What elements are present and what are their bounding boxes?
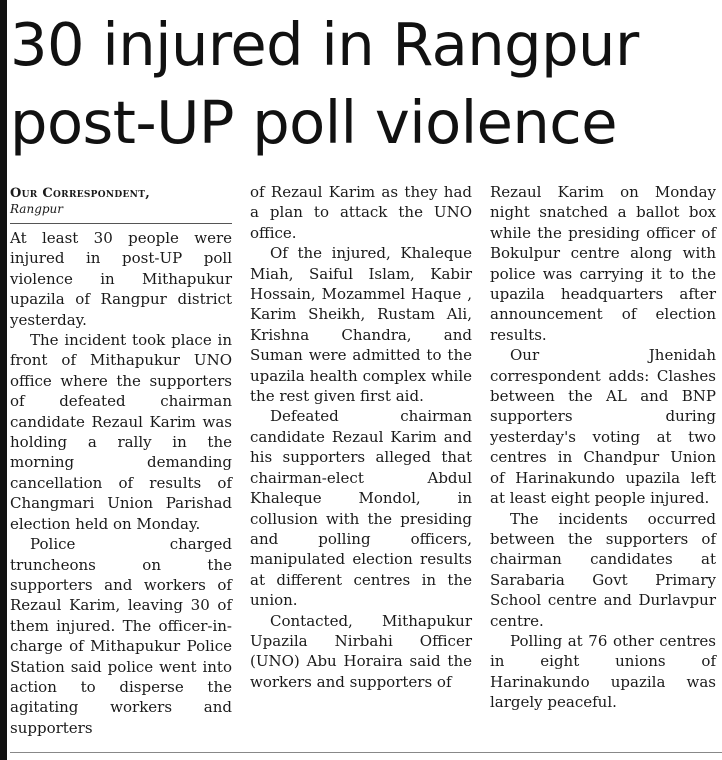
paragraph: Our Jhenidah correspondent adds: Clashes between the AL and BNP supporters during yesterday's voting at two centres in Chandpur Union of Harinakundo upazila left at least eight people injured.: [490, 346, 716, 508]
paragraph: Polling at 76 other centres in eight unions of Harinakundo upazila was largely peaceful.: [490, 631, 716, 712]
paragraph: The incident took place in front of Mithapukur UNO office where the supporters of defeated chairman candidate Rezaul Karim was holding a rally in the morning demanding cancellation of results of Changmari Union Parishad election held on Monday.: [10, 331, 232, 533]
paragraph: Rezaul Karim on Monday night snatched a ballot box while the presiding officer of Bokulpur centre along with police was carrying it to the upazila headquarters after announcement of election results.: [490, 183, 716, 344]
headline-line-1: 30 injured in Rangpur: [10, 10, 639, 79]
column-1: [10, 186, 232, 738]
news-article: [10, 0, 722, 760]
byline-author: Our Correspondent,: [10, 186, 151, 201]
page-edge: [0, 0, 7, 760]
byline-divider: [10, 223, 232, 224]
column-3: [490, 182, 716, 713]
byline-location: Rangpur: [10, 202, 64, 216]
paragraph: of Rezaul Karim as they had a plan to attack the UNO office.: [250, 183, 472, 242]
paragraph: Police charged truncheons on the supporters and workers of Rezaul Karim, leaving 30 of them injured. The officer-in-charge of Mithapukur Police Station said police went into action to disperse the agitating workers and supporters: [10, 535, 232, 737]
column-2: [250, 182, 472, 692]
paragraph: Defeated chairman candidate Rezaul Karim and his supporters alleged that chairman-elect Abdul Khaleque Mondol, in collusion with the presiding and polling officers, manipulated election results at different centres in the union.: [250, 407, 472, 610]
bottom-divider: [10, 752, 722, 753]
paragraph: The incidents occurred between the supporters of chairman candidates at Sarabaria Govt Primary School centre and Durlavpur centre.: [490, 509, 716, 630]
headline-line-2: post-UP poll violence: [10, 88, 618, 157]
paragraph: At least 30 people were injured in post-UP poll violence in Mithapukur upazila of Rangpur district yesterday.: [10, 229, 232, 329]
paragraph: Of the injured, Khaleque Miah, Saiful Islam, Kabir Hossain, Mozammel Haque , Karim Sheikh, Rustam Ali, Krishna Chandra, and Suman were admitted to the upazila health complex while the rest given first aid.: [250, 244, 472, 406]
paragraph: Contacted, Mithapukur Upazila Nirbahi Officer (UNO) Abu Horaira said the workers and supporters of: [250, 611, 472, 691]
headline: [10, 0, 722, 162]
